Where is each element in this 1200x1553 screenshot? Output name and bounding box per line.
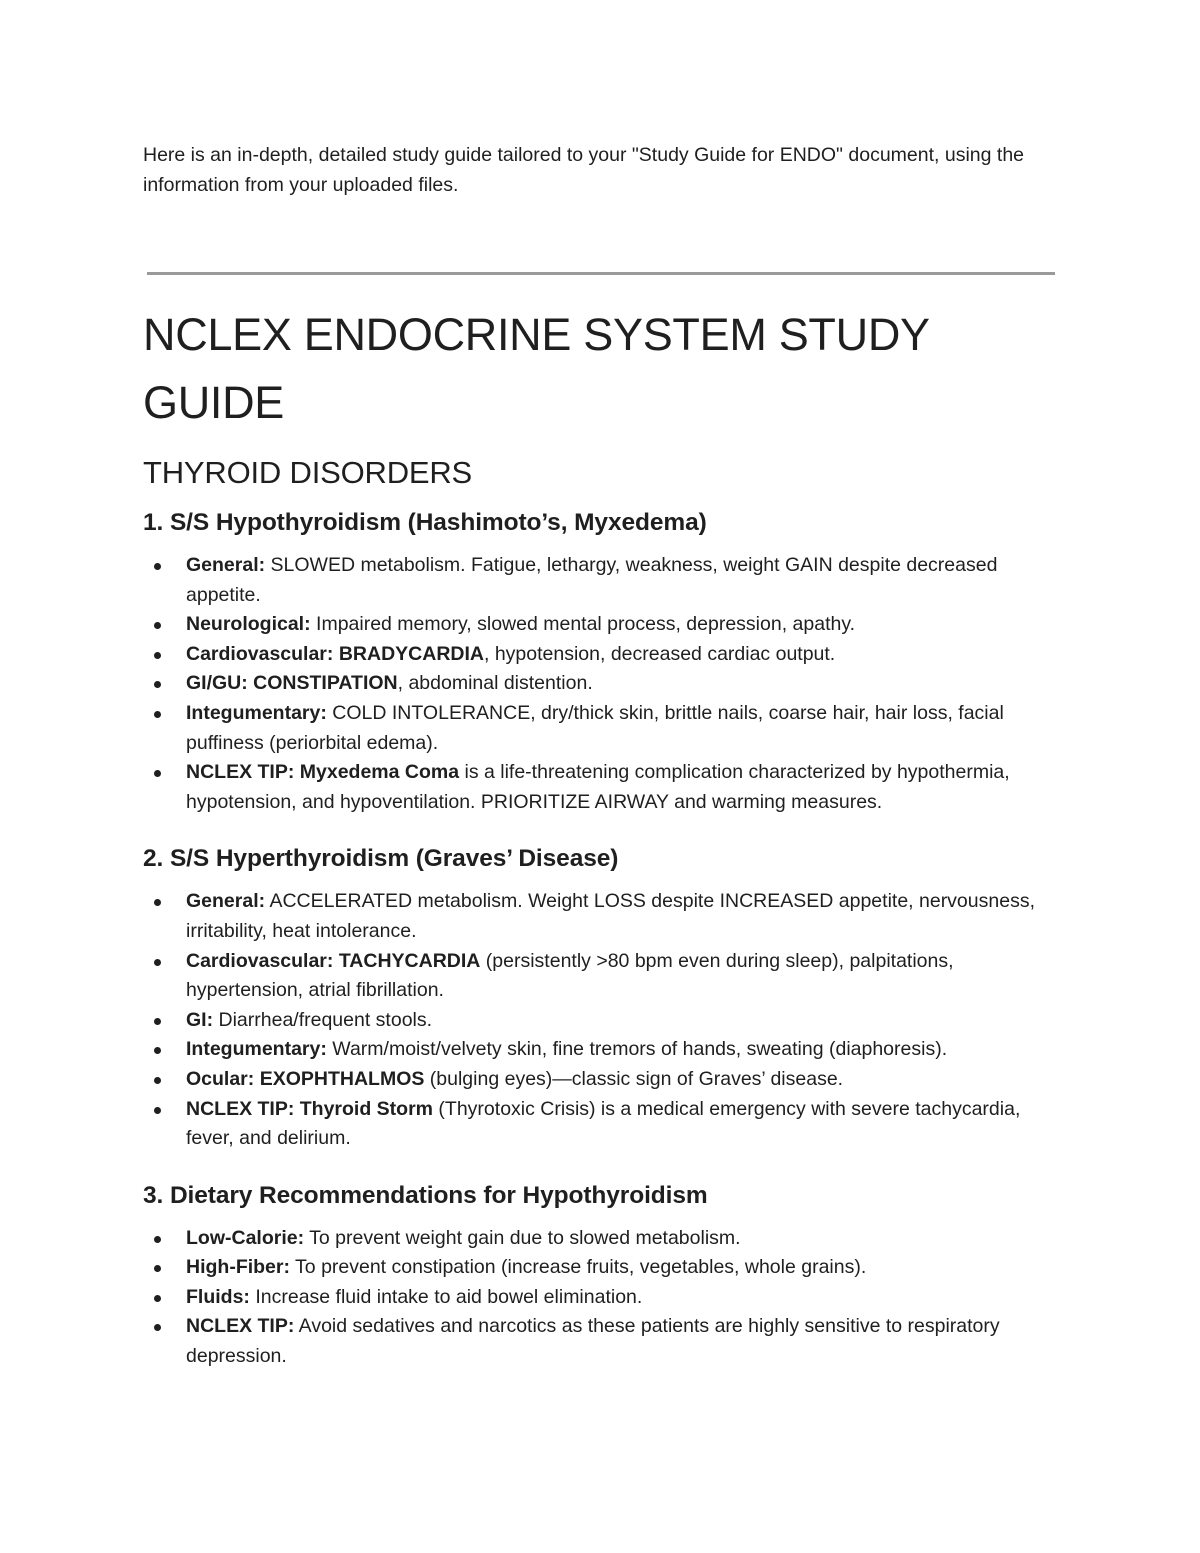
page-title: NCLEX ENDOCRINE SYSTEM STUDY GUIDE: [143, 309, 929, 428]
item-label: NCLEX TIP:: [186, 1315, 295, 1338]
bullet-icon: [154, 1047, 161, 1054]
list-item: [143, 699, 1058, 758]
list-item: [143, 1065, 1058, 1095]
bullet-icon: [154, 1107, 161, 1114]
subsection-heading-hyperthyroidism: 2. S/S Hyperthyroidism (Graves’ Disease): [143, 845, 619, 873]
item-emphasis: BRADYCARDIA: [333, 642, 484, 665]
list-item: [143, 669, 1058, 699]
list-item: [143, 758, 1058, 817]
list-item: [143, 610, 1058, 640]
bullet-icon: [154, 652, 161, 659]
bullet-icon: [154, 1324, 161, 1331]
item-emphasis: CONSTIPATION: [247, 672, 398, 695]
item-text: , hypotension, decreased cardiac output.: [484, 642, 836, 665]
section-heading: THYROID DISORDERS: [143, 455, 473, 490]
horizontal-divider: [147, 272, 1055, 275]
item-label: High-Fiber:: [186, 1256, 290, 1279]
item-emphasis: Myxedema Coma: [294, 761, 460, 784]
bullet-icon: [154, 622, 161, 629]
item-text: (persistently >80 bpm even during sleep), palpitations, hypertension, atrial fibrillation.: [186, 949, 954, 1002]
bullet-icon: [154, 1077, 161, 1084]
item-label: General:: [186, 554, 266, 576]
item-label: Fluids:: [186, 1285, 250, 1308]
item-text: To prevent weight gain due to slowed metabolism.: [304, 1226, 741, 1249]
intro-paragraph: Here is an in-depth, detailed study guide tailored to your "Study Guide for ENDO" document, using the information from your uploaded files.: [143, 144, 1025, 196]
item-label: Integumentary:: [186, 701, 327, 724]
subsection-heading-hypothyroidism: 1. S/S Hypothyroidism (Hashimoto’s, Myxedema): [143, 509, 707, 536]
list-item: [143, 1035, 1058, 1065]
subsection-heading-diet: 3. Dietary Recommendations for Hypothyroidism: [143, 1181, 708, 1209]
item-text: Impaired memory, slowed mental process, depression, apathy.: [310, 613, 856, 636]
item-text: COLD INTOLERANCE, dry/thick skin, brittle nails, coarse hair, hair loss, facial puffiness (periorbital edema).: [186, 701, 1004, 754]
list-item: [143, 1224, 1058, 1254]
item-label: NCLEX TIP:: [186, 761, 295, 784]
item-text: SLOWED metabolism. Fatigue, lethargy, weakness, weight GAIN despite decreased appetite.: [186, 554, 998, 606]
bullet-icon: [154, 1265, 161, 1272]
bullet-icon: [154, 1295, 161, 1302]
bullet-icon: [154, 1236, 161, 1243]
item-text: Diarrhea/frequent stools.: [213, 1008, 433, 1031]
list-item: [143, 1312, 1058, 1371]
item-label: GI:: [186, 1008, 214, 1031]
list-item: [143, 640, 1058, 670]
item-text: is a life-threatening complication characterized by hypothermia, hypotension, and hypoventilation. PRIORITIZE AIRWAY and warming measures.: [186, 761, 1010, 813]
item-emphasis: EXOPHTHALMOS: [254, 1067, 425, 1090]
list-item: [143, 947, 1058, 1006]
item-label: Cardiovascular:: [186, 642, 334, 665]
bullet-icon: [154, 711, 161, 718]
list-item: [143, 1006, 1058, 1036]
item-text: To prevent constipation (increase fruits, vegetables, whole grains).: [289, 1256, 867, 1279]
bullet-icon: [154, 563, 161, 570]
item-label: Low-Calorie:: [186, 1226, 305, 1249]
item-label: Neurological:: [186, 613, 311, 636]
item-label: General:: [186, 890, 266, 913]
item-text: Warm/moist/velvety skin, fine tremors of hands, sweating (diaphoresis).: [326, 1038, 948, 1061]
list-item: [143, 1253, 1058, 1283]
item-label: Integumentary:: [186, 1038, 327, 1061]
bullet-icon: [154, 959, 161, 966]
bullet-icon: [154, 681, 161, 688]
item-emphasis: TACHYCARDIA: [333, 949, 481, 972]
item-text: ACCELERATED metabolism. Weight LOSS despite INCREASED appetite, nervousness, irritability, heat intolerance.: [186, 890, 1035, 942]
item-label: Ocular:: [186, 1067, 255, 1090]
bullet-list-diet: [143, 1224, 1058, 1372]
bullet-list-hyperthyroidism: [143, 887, 1058, 1153]
bullet-icon: [154, 1018, 161, 1025]
list-item: [143, 551, 1058, 610]
bullet-icon: [154, 899, 161, 906]
item-emphasis: Thyroid Storm: [294, 1097, 434, 1120]
document-page: [143, 140, 1058, 1372]
item-text: (bulging eyes)—classic sign of Graves’ disease.: [424, 1067, 844, 1090]
item-label: NCLEX TIP:: [186, 1097, 295, 1120]
list-item: [143, 887, 1058, 946]
bullet-list-hypothyroidism: [143, 551, 1058, 817]
item-text: Avoid sedatives and narcotics as these patients are highly sensitive to respiratory depression.: [186, 1315, 1000, 1368]
item-text: Increase fluid intake to aid bowel elimination.: [249, 1285, 643, 1308]
bullet-icon: [154, 770, 161, 777]
list-item: [143, 1095, 1058, 1154]
list-item: [143, 1283, 1058, 1313]
item-label: Cardiovascular:: [186, 949, 334, 972]
item-text: , abdominal distention.: [397, 672, 593, 695]
item-text: (Thyrotoxic Crisis) is a medical emergency with severe tachycardia, fever, and delirium.: [186, 1097, 1021, 1150]
item-label: GI/GU:: [186, 672, 248, 695]
